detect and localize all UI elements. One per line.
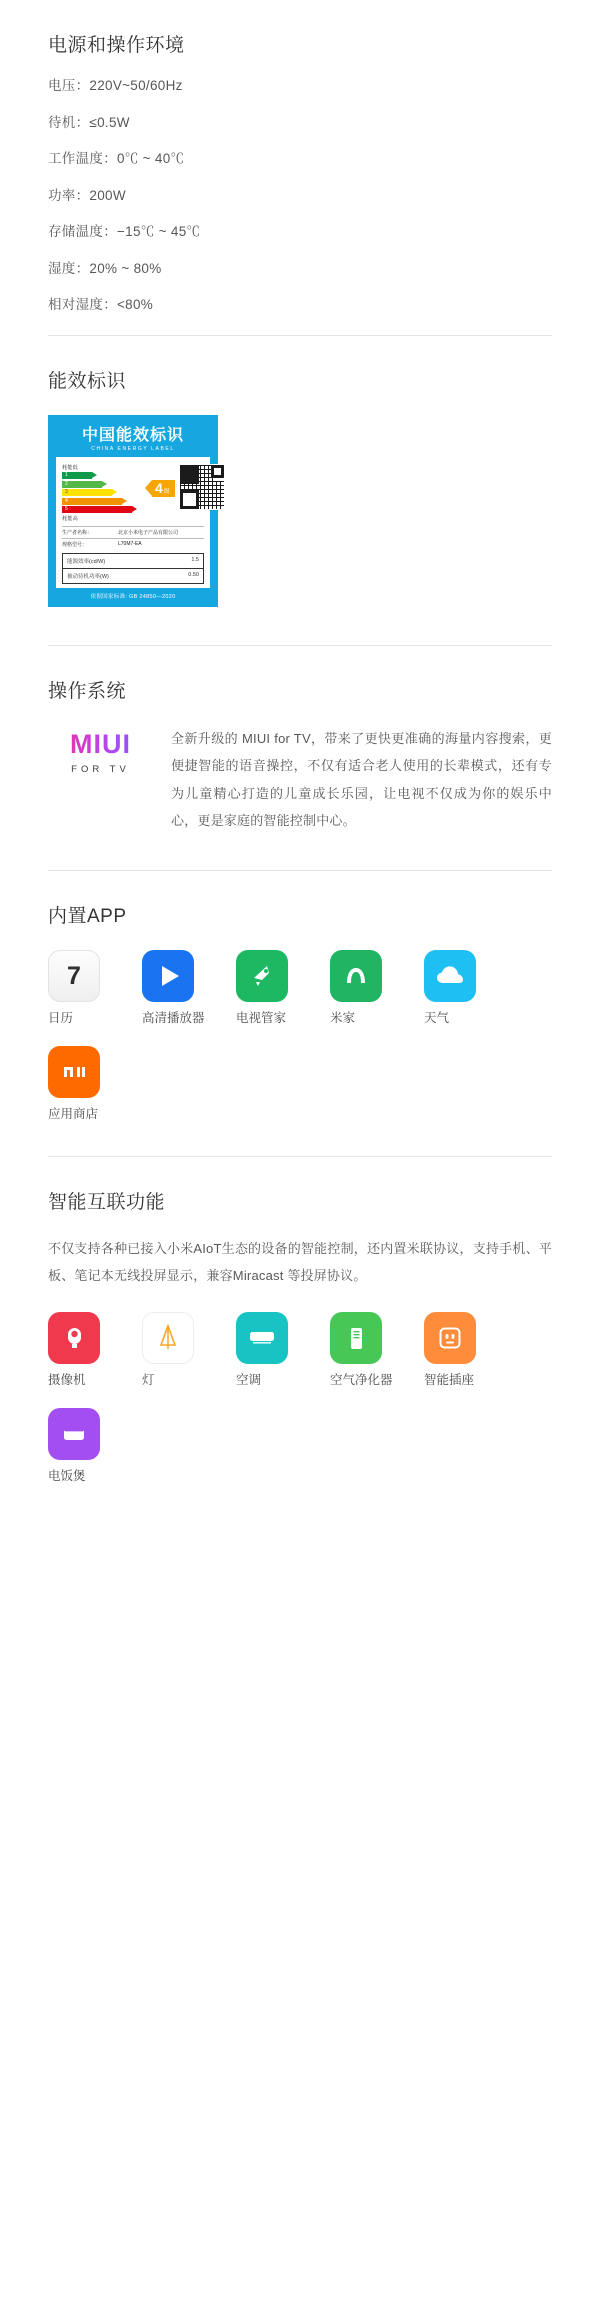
energy-info-rows	[62, 526, 204, 550]
grade-bar-label: 4	[65, 497, 68, 504]
section-builtin-apps	[48, 871, 552, 1157]
section-title-energy: 能效标识	[48, 370, 127, 392]
miui-logo	[48, 725, 153, 775]
list-item[interactable]	[142, 1312, 214, 1388]
energy-label-wrap	[48, 415, 552, 608]
mijia-icon[interactable]	[330, 950, 382, 1002]
list-item[interactable]	[142, 950, 214, 1026]
smart-plug-icon[interactable]	[424, 1312, 476, 1364]
grade-bar-label: 3	[65, 489, 68, 496]
section-operating-system	[48, 646, 552, 871]
energy-label-header	[56, 424, 210, 458]
section-power-environment	[48, 0, 552, 336]
calendar-icon[interactable]	[48, 950, 100, 1002]
os-row	[48, 725, 552, 834]
section-title-os: 操作系统	[48, 681, 127, 703]
list-item[interactable]	[48, 1312, 120, 1388]
list-item[interactable]	[424, 950, 496, 1026]
energy-label-body	[56, 457, 210, 588]
energy-table-value: 0.50	[188, 572, 199, 579]
table-row	[63, 554, 203, 569]
air-purifier-icon[interactable]	[330, 1312, 382, 1364]
list-item[interactable]	[330, 950, 402, 1026]
energy-label-title-cn: 中国能效标识	[81, 426, 184, 444]
energy-qr-wrap	[179, 462, 225, 510]
section-title-smart: 智能互联功能	[48, 1192, 166, 1214]
device-label: 空调	[236, 1372, 262, 1387]
grade-bar-1	[62, 472, 92, 479]
mi-store-icon[interactable]	[48, 1046, 100, 1098]
table-row	[63, 569, 203, 583]
rice-cooker-icon[interactable]	[48, 1408, 100, 1460]
energy-grade-bars	[62, 462, 148, 523]
device-label: 智能插座	[424, 1372, 475, 1387]
table-row	[62, 526, 204, 538]
energy-label-footer: 依据国家标准: GB 24850—2020	[90, 594, 176, 601]
energy-grade-value: 4	[155, 480, 163, 497]
section-title-apps: 内置APP	[48, 906, 127, 928]
app-label: 日历	[48, 1011, 74, 1026]
section-title-power: 电源和操作环境	[48, 35, 185, 56]
energy-info-value: 北京小米电子产品有限公司	[118, 530, 179, 537]
tv-butler-icon[interactable]	[236, 950, 288, 1002]
section-energy-label	[48, 336, 552, 647]
device-label: 摄像机	[48, 1372, 86, 1387]
energy-label-title-en: CHINA ENERGY LABEL	[91, 446, 175, 453]
energy-info-value: L70M7-EA	[118, 541, 142, 548]
lamp-icon[interactable]	[142, 1312, 194, 1364]
energy-info-key: 生产者名称：	[62, 530, 93, 537]
energy-table-key: 能源效率(cd/W)	[67, 559, 106, 566]
energy-grade-row	[62, 462, 204, 523]
energy-grade-unit: 级	[163, 489, 170, 496]
energy-info-key: 规格型号：	[62, 542, 88, 549]
app-label: 高清播放器	[142, 1011, 205, 1026]
device-label: 空气净化器	[330, 1372, 393, 1387]
list-item[interactable]	[48, 1408, 120, 1484]
app-label: 天气	[424, 1011, 450, 1026]
energy-data-table	[62, 553, 204, 584]
list-item: 功率：200W	[48, 187, 126, 203]
play-triangle	[162, 966, 179, 986]
weather-cloud-icon[interactable]	[424, 950, 476, 1002]
miui-wordmark: MIUI	[48, 731, 153, 758]
grade-bar-2	[62, 481, 102, 488]
grade-bar-3	[62, 489, 112, 496]
china-energy-label	[48, 415, 218, 608]
app-label: 米家	[330, 1011, 356, 1026]
qr-code-icon	[179, 464, 225, 510]
table-row	[62, 538, 204, 550]
list-item[interactable]	[330, 1312, 402, 1388]
power-spec-list	[48, 79, 552, 312]
list-item: 电压：220V~50/60Hz	[48, 78, 183, 93]
energy-cap-low: 耗能低	[62, 465, 79, 472]
air-conditioner-icon[interactable]	[236, 1312, 288, 1364]
section-smart-connectivity	[48, 1157, 552, 1503]
list-item[interactable]	[48, 1046, 120, 1122]
list-item[interactable]	[48, 950, 120, 1026]
list-item: 存储温度：−15℃ ~ 45℃	[48, 224, 201, 239]
builtin-app-grid	[48, 950, 552, 1142]
list-item: 相对湿度：<80%	[48, 297, 154, 312]
grade-bar-label: 5	[65, 506, 68, 513]
miui-subtitle: FOR TV	[71, 764, 130, 776]
app-label: 电视管家	[236, 1011, 287, 1026]
list-item[interactable]	[236, 1312, 308, 1388]
os-description: 全新升级的 MIUI for TV，带来了更快更准确的海量内容搜索，更便捷智能的语音操控，不仅有适合老人使用的长辈模式，还有专为儿童精心打造的儿童成长乐园，让电视不仅成为你的娱乐中心，更是家庭的智能控制中心。	[171, 731, 552, 828]
list-item: 湿度：20% ~ 80%	[48, 260, 162, 276]
app-label: 应用商店	[48, 1107, 99, 1122]
grade-bar-label: 1	[65, 472, 68, 479]
device-label: 电饭煲	[48, 1468, 86, 1483]
list-item: 工作温度：0℃ ~ 40℃	[48, 151, 185, 166]
play-icon[interactable]	[142, 950, 194, 1002]
smart-device-grid	[48, 1312, 552, 1504]
list-item[interactable]	[236, 950, 308, 1026]
calendar-day-number: 7	[67, 961, 81, 990]
smart-description: 不仅支持各种已接入小米AIoT生态的设备的智能控制，还内置米联协议，支持手机、平板、笔记本无线投屏显示，兼容Miracast 等投屏协议。	[48, 1241, 552, 1283]
list-item: 待机：≤0.5W	[48, 114, 130, 130]
device-label: 灯	[142, 1372, 155, 1387]
grade-bar-label: 2	[65, 480, 68, 487]
energy-grade-badge	[152, 480, 175, 497]
energy-table-key: 被动待机功率(W)	[67, 574, 109, 581]
grade-bar-4	[62, 498, 122, 505]
camera-icon[interactable]	[48, 1312, 100, 1364]
energy-cap-high: 耗能高	[62, 516, 79, 523]
grade-bar-5	[62, 506, 132, 513]
energy-table-value: 1.5	[191, 557, 199, 564]
list-item[interactable]	[424, 1312, 496, 1388]
